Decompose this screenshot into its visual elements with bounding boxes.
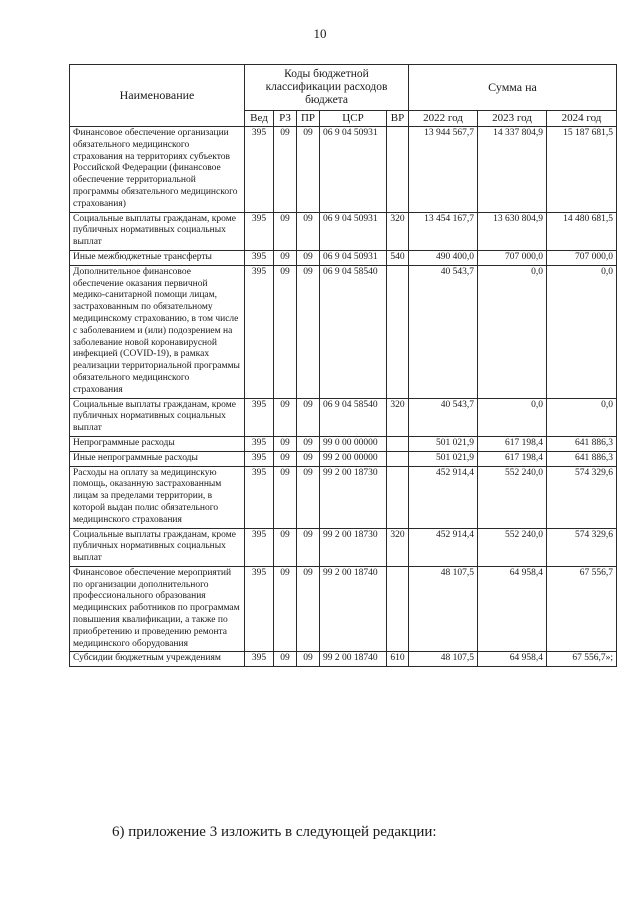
row-2023: 552 240,0: [478, 466, 547, 528]
row-rz: 09: [274, 451, 297, 466]
row-2024: 641 886,3: [547, 436, 617, 451]
row-name: Иные межбюджетные трансферты: [70, 250, 245, 265]
row-ved: 395: [245, 265, 274, 398]
row-2022: 13 454 167,7: [409, 212, 478, 250]
row-pr: 09: [297, 528, 320, 566]
header-rz: РЗ: [274, 111, 297, 127]
row-ved: 395: [245, 566, 274, 652]
row-name: Дополнительное финансовое обеспечение оказания первичной медико-санитарной помощи лицам, застрахованным по обязательному медицинскому страхованию, в том числе с заболеванием и (или) подозрением на заболевание новой коронавирусной инфекцией (COVID-19), в рамках реализации территориальной программы обязательного медицинского страхования: [70, 265, 245, 398]
row-vr: [387, 265, 409, 398]
table-row: [70, 451, 617, 466]
row-pr: 09: [297, 212, 320, 250]
row-pr: 09: [297, 250, 320, 265]
row-pr: 09: [297, 127, 320, 213]
row-2022: 48 107,5: [409, 652, 478, 667]
row-vr: 320: [387, 528, 409, 566]
row-2024: 707 000,0: [547, 250, 617, 265]
row-rz: 09: [274, 528, 297, 566]
table-row: [70, 250, 617, 265]
row-name: Социальные выплаты гражданам, кроме публичных нормативных социальных выплат: [70, 212, 245, 250]
header-name: Наименование: [70, 65, 245, 127]
header-sum: Сумма на: [409, 65, 617, 111]
table-row: [70, 466, 617, 528]
table-row: [70, 398, 617, 436]
table-row: [70, 265, 617, 398]
header-2024: 2024 год: [547, 111, 617, 127]
row-2024: 574 329,6: [547, 466, 617, 528]
row-csr: 06 9 04 58540: [320, 398, 387, 436]
row-vr: 610: [387, 652, 409, 667]
row-vr: 320: [387, 212, 409, 250]
row-pr: 09: [297, 436, 320, 451]
row-2024: 574 329,6: [547, 528, 617, 566]
row-2024: 0,0: [547, 265, 617, 398]
row-rz: 09: [274, 127, 297, 213]
row-rz: 09: [274, 566, 297, 652]
row-2023: 0,0: [478, 398, 547, 436]
row-2023: 552 240,0: [478, 528, 547, 566]
instruction-text: 6) приложение 3 изложить в следующей редакции:: [112, 824, 437, 840]
row-2022: 48 107,5: [409, 566, 478, 652]
row-name: Непрограммные расходы: [70, 436, 245, 451]
row-ved: 395: [245, 466, 274, 528]
row-vr: [387, 466, 409, 528]
row-2022: 501 021,9: [409, 451, 478, 466]
row-ved: 395: [245, 451, 274, 466]
row-rz: 09: [274, 250, 297, 265]
header-2022: 2022 год: [409, 111, 478, 127]
row-ved: 395: [245, 436, 274, 451]
row-2024: 641 886,3: [547, 451, 617, 466]
row-2022: 13 944 567,7: [409, 127, 478, 213]
row-name: Иные непрограммные расходы: [70, 451, 245, 466]
table-row: [70, 566, 617, 652]
row-ved: 395: [245, 127, 274, 213]
row-2022: 490 400,0: [409, 250, 478, 265]
row-2022: 501 021,9: [409, 436, 478, 451]
table-row: [70, 528, 617, 566]
row-pr: 09: [297, 566, 320, 652]
page-number: 10: [313, 26, 327, 41]
header-pr: ПР: [297, 111, 320, 127]
header-ved: Вед: [245, 111, 274, 127]
row-name: Социальные выплаты гражданам, кроме публичных нормативных социальных выплат: [70, 528, 245, 566]
row-2023: 13 630 804,9: [478, 212, 547, 250]
row-vr: [387, 436, 409, 451]
row-csr: 06 9 04 50931: [320, 250, 387, 265]
row-name: Расходы на оплату за медицинскую помощь, оказанную застрахованным лицам за пределами территории, в которой выдан полис обязательного медицинского страхования: [70, 466, 245, 528]
table-row: [70, 652, 617, 667]
row-2022: 452 914,4: [409, 528, 478, 566]
row-2022: 40 543,7: [409, 265, 478, 398]
row-pr: 09: [297, 451, 320, 466]
row-pr: 09: [297, 466, 320, 528]
row-2022: 452 914,4: [409, 466, 478, 528]
row-vr: [387, 451, 409, 466]
header-codes: Коды бюджетной классификации расходов бюджета: [245, 65, 409, 111]
row-csr: 99 0 00 00000: [320, 436, 387, 451]
row-csr: 06 9 04 58540: [320, 265, 387, 398]
row-rz: 09: [274, 652, 297, 667]
row-vr: [387, 566, 409, 652]
row-pr: 09: [297, 652, 320, 667]
header-csr: ЦСР: [320, 111, 387, 127]
row-2024: 15 187 681,5: [547, 127, 617, 213]
row-csr: 06 9 04 50931: [320, 212, 387, 250]
row-2024: 0,0: [547, 398, 617, 436]
row-csr: 99 2 00 18730: [320, 466, 387, 528]
row-2023: 707 000,0: [478, 250, 547, 265]
row-ved: 395: [245, 250, 274, 265]
budget-table: [69, 64, 617, 667]
row-csr: 99 2 00 00000: [320, 451, 387, 466]
row-ved: 395: [245, 528, 274, 566]
row-2024: 14 480 681,5: [547, 212, 617, 250]
row-csr: 99 2 00 18740: [320, 652, 387, 667]
row-2023: 64 958,4: [478, 566, 547, 652]
row-rz: 09: [274, 398, 297, 436]
row-vr: 540: [387, 250, 409, 265]
row-vr: [387, 127, 409, 213]
row-2024: 67 556,7»;: [547, 652, 617, 667]
header-2023: 2023 год: [478, 111, 547, 127]
row-2022: 40 543,7: [409, 398, 478, 436]
row-2023: 0,0: [478, 265, 547, 398]
row-2023: 64 958,4: [478, 652, 547, 667]
row-2023: 14 337 804,9: [478, 127, 547, 213]
row-pr: 09: [297, 398, 320, 436]
row-rz: 09: [274, 436, 297, 451]
header-vr: ВР: [387, 111, 409, 127]
row-csr: 06 9 04 50931: [320, 127, 387, 213]
row-pr: 09: [297, 265, 320, 398]
row-ved: 395: [245, 398, 274, 436]
row-name: Финансовое обеспечение мероприятий по организации дополнительного профессионального образования медицинских работников по программам повышения квалификации, а также по приобретению и проведению ремонта медицинского оборудования: [70, 566, 245, 652]
table-row: [70, 212, 617, 250]
row-vr: 320: [387, 398, 409, 436]
row-2023: 617 198,4: [478, 451, 547, 466]
table-row: [70, 436, 617, 451]
row-rz: 09: [274, 212, 297, 250]
row-ved: 395: [245, 652, 274, 667]
row-name: Финансовое обеспечение организации обязательного медицинского страхования на территориях субъектов Российской Федерации (финансовое обеспечение территориальной программы обязательного медицинского страхования): [70, 127, 245, 213]
row-csr: 99 2 00 18730: [320, 528, 387, 566]
table-row: [70, 127, 617, 213]
row-rz: 09: [274, 265, 297, 398]
row-ved: 395: [245, 212, 274, 250]
row-csr: 99 2 00 18740: [320, 566, 387, 652]
row-2023: 617 198,4: [478, 436, 547, 451]
row-name: Социальные выплаты гражданам, кроме публичных нормативных социальных выплат: [70, 398, 245, 436]
row-2024: 67 556,7: [547, 566, 617, 652]
row-rz: 09: [274, 466, 297, 528]
row-name: Субсидии бюджетным учреждениям: [70, 652, 245, 667]
